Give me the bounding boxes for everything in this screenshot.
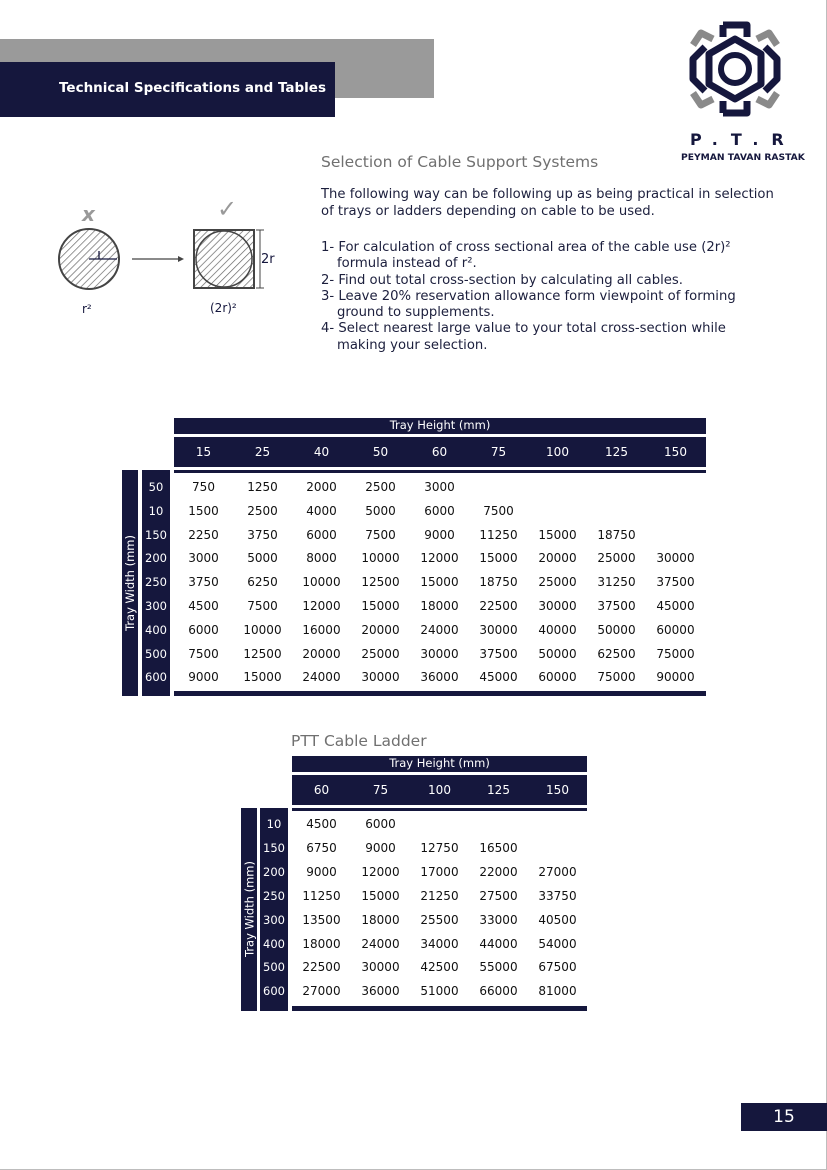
table-row (174, 547, 705, 571)
table-row (174, 666, 705, 690)
table-cell: 4500 (306, 817, 337, 831)
table-cell: 50000 (538, 646, 577, 661)
width-row-header: 10 (148, 503, 164, 518)
table-body (292, 813, 587, 1005)
table-cell: 18000 (302, 936, 341, 951)
table-cell: 9000 (424, 527, 455, 542)
table-cell: 12500 (243, 646, 282, 661)
section-intro: The following way can be following up as being practical in selection of trays or ladders depending on cable to be used. (321, 187, 774, 219)
height-column-header: 150 (546, 783, 569, 797)
table-cell: 17000 (420, 864, 459, 879)
table-cell: 20000 (538, 551, 577, 566)
width-row-header: 600 (145, 670, 167, 685)
table-row (292, 956, 587, 980)
height-header-row (174, 437, 706, 467)
height-column-header: 100 (428, 783, 451, 797)
table-cell (646, 476, 705, 500)
table-cell: 2500 (247, 503, 278, 518)
table-cell: 15000 (479, 551, 518, 566)
table-cell (528, 813, 587, 837)
width-row-header: 300 (145, 599, 167, 613)
table-cell: 10000 (302, 575, 341, 590)
table-cell: 4500 (188, 599, 219, 613)
height-column-header: 60 (313, 783, 330, 797)
table-row (292, 980, 587, 1004)
table-row (292, 885, 587, 909)
width-row-header: 150 (145, 527, 167, 542)
height-column-header: 75 (372, 783, 389, 797)
tray-width-label-bar (122, 470, 138, 696)
table-cell: 2000 (306, 480, 337, 494)
check-mark-icon: ✓ (217, 195, 238, 223)
step-item: 1- For calculation of cross sectional area of the cable use (2r)² formula instead of r². (321, 240, 731, 272)
table-cell: 20000 (361, 622, 400, 637)
table-cell: 10000 (361, 551, 400, 566)
table-cell: 18000 (361, 912, 400, 927)
table-cell (410, 813, 469, 837)
table-cell: 30000 (538, 599, 577, 613)
table-cell: 5000 (365, 503, 396, 518)
table-cell: 24000 (302, 670, 341, 685)
table-cell: 25500 (420, 912, 459, 927)
table-cell: 50000 (597, 622, 636, 637)
table-cell: 21250 (420, 888, 459, 903)
table-row (174, 500, 705, 524)
table-row (292, 909, 587, 933)
table-cell (528, 476, 587, 500)
table-cell: 5000 (247, 551, 278, 566)
table-cell: 30000 (361, 670, 400, 685)
table-cell: 18000 (420, 599, 459, 613)
table-cell: 20000 (302, 646, 341, 661)
table-cell: 12750 (420, 840, 459, 855)
table-cell: 37500 (597, 599, 636, 613)
table-cell: 22000 (479, 864, 518, 879)
table-cell: 90000 (656, 670, 695, 685)
table-body (174, 476, 706, 690)
table-cell: 30000 (420, 646, 459, 661)
width-row-header: 50 (148, 480, 164, 494)
table-row (174, 619, 705, 643)
table-cell: 62500 (597, 646, 636, 661)
header-title: Technical Specifications and Tables (59, 80, 327, 96)
table-cell: 3000 (424, 480, 455, 494)
label-r-squared: r² (82, 302, 92, 316)
table-cell: 8000 (306, 551, 337, 566)
table-cell: 27500 (479, 888, 518, 903)
tray-height-label: Tray Height (mm) (174, 418, 706, 434)
width-row-header: 600 (263, 984, 285, 999)
table-cell: 27000 (302, 984, 341, 999)
table-cell: 3750 (247, 527, 278, 542)
table-cell: 60000 (656, 622, 695, 637)
page-number: 15 (741, 1103, 827, 1131)
table-cell: 36000 (420, 670, 459, 685)
steps-list (321, 240, 751, 354)
table-row (292, 861, 587, 885)
table-cell: 45000 (479, 670, 518, 685)
gear-logo-icon (683, 17, 787, 121)
table-cell: 81000 (538, 984, 577, 999)
table-cell: 25000 (538, 575, 577, 590)
width-row-header: 500 (145, 646, 167, 661)
width-row-header: 300 (263, 912, 285, 927)
table-cell: 11250 (479, 527, 518, 542)
table-bottom-rule (292, 1006, 587, 1011)
table-cell: 27000 (538, 864, 577, 879)
table-cell: 66000 (479, 984, 518, 999)
table-cell: 6000 (188, 622, 219, 637)
table-cell: 18750 (479, 575, 518, 590)
height-column-header: 125 (487, 783, 510, 797)
table-cell: 12000 (302, 599, 341, 613)
width-row-header: 200 (145, 551, 167, 566)
height-column-header: 25 (254, 445, 271, 459)
table-cell: 9000 (306, 864, 337, 879)
table-cell: 4000 (306, 503, 337, 518)
section-title: Selection of Cable Support Systems (321, 153, 599, 171)
table-cell: 51000 (420, 984, 459, 999)
table-cell: 25000 (597, 551, 636, 566)
table-cell: 40500 (538, 912, 577, 927)
table-cell: 55000 (479, 960, 518, 975)
step-item: 2- Find out total cross-section by calculating all cables. (321, 272, 683, 288)
table-cell (646, 524, 705, 548)
table-cell: 24000 (361, 936, 400, 951)
logo-company-name: PEYMAN TAVAN RASTAK (681, 152, 805, 163)
table-cell (469, 476, 528, 500)
tray-height-label: Tray Height (mm) (292, 756, 587, 772)
dimension-label: 2r (261, 252, 275, 267)
width-header-column (260, 808, 288, 1011)
table-cell: 22500 (302, 960, 341, 975)
table-cell: 7500 (188, 646, 219, 661)
table-cell: 33750 (538, 888, 577, 903)
height-column-header: 15 (195, 445, 212, 459)
cable-diagram (45, 195, 285, 320)
tray-width-label: Tray Width (mm) (123, 535, 137, 632)
table-cell: 37500 (656, 575, 695, 590)
table-cell: 15000 (420, 575, 459, 590)
table-cell (646, 500, 705, 524)
table-cell: 3750 (188, 575, 219, 590)
width-row-header: 500 (263, 960, 285, 975)
table-row (292, 837, 587, 861)
table-cell: 6750 (306, 840, 337, 855)
table-cell (469, 813, 528, 837)
table-cell: 33000 (479, 912, 518, 927)
table-cell: 9000 (188, 670, 219, 685)
width-row-header: 400 (145, 622, 167, 637)
table-cell: 12000 (420, 551, 459, 566)
table-top-rule (174, 470, 706, 473)
table-row (174, 476, 705, 500)
table-row (174, 524, 705, 548)
table-cell: 15000 (361, 888, 400, 903)
table-cell: 18750 (597, 527, 636, 542)
step-item: 4- Select nearest large value to your total cross-section while making your selection. (321, 321, 726, 353)
table-cell: 37500 (479, 646, 518, 661)
table-cell: 75000 (597, 670, 636, 685)
table-cell: 1500 (188, 503, 219, 518)
height-column-header: 75 (490, 445, 507, 459)
width-row-header: 150 (263, 840, 285, 855)
table-cell: 67500 (538, 960, 577, 975)
table-bottom-rule (174, 691, 706, 696)
table-cell: 24000 (420, 622, 459, 637)
table-cell: 6000 (365, 817, 396, 831)
width-row-header: 250 (263, 888, 285, 903)
height-column-header: 125 (605, 445, 628, 459)
table-cell: 15000 (538, 527, 577, 542)
table-cell: 16000 (302, 622, 341, 637)
label-2r-squared: (2r)² (210, 301, 237, 315)
table-cell: 36000 (361, 984, 400, 999)
table-cell: 15000 (361, 599, 400, 613)
table-cell: 6250 (247, 575, 278, 590)
table-cell: 11250 (302, 888, 341, 903)
table-cell: 12500 (361, 575, 400, 590)
table-cell (587, 500, 646, 524)
table-cell: 13500 (302, 912, 341, 927)
width-row-header: 10 (266, 817, 282, 831)
wrong-mark-icon: x (82, 202, 95, 226)
table-cell: 40000 (538, 622, 577, 637)
table-cell: 44000 (479, 936, 518, 951)
table-row (292, 933, 587, 957)
table-cell: 42500 (420, 960, 459, 975)
height-column-header: 40 (313, 445, 330, 459)
width-row-header: 250 (145, 575, 167, 590)
arrow-right-icon (132, 256, 184, 262)
tray-width-label: Tray Width (mm) (242, 861, 257, 958)
square-cable-icon (194, 230, 264, 288)
height-column-header: 60 (431, 445, 448, 459)
table-cell (587, 476, 646, 500)
table-cell: 34000 (420, 936, 459, 951)
table-cell: 16500 (479, 840, 518, 855)
table-cell: 54000 (538, 936, 577, 951)
table-cell: 60000 (538, 670, 577, 685)
table-cell: 7500 (483, 503, 514, 518)
table-cell: 10000 (243, 622, 282, 637)
table-cell: 7500 (247, 599, 278, 613)
table-cell: 2500 (365, 480, 396, 494)
table-cell: 3000 (188, 551, 219, 566)
table-row (174, 595, 705, 619)
round-cable-icon (59, 229, 119, 289)
table-cell: 15000 (243, 670, 282, 685)
table-cell: 9000 (365, 840, 396, 855)
logo-letters: P.T.R (690, 130, 797, 149)
step-item: 3- Leave 20% reservation allowance form viewpoint of forming ground to supplements. (321, 288, 736, 321)
table-cell: 12000 (361, 864, 400, 879)
height-header-row (292, 775, 587, 805)
table-cell: 2250 (188, 527, 219, 542)
table-cell (528, 500, 587, 524)
table-cell: 750 (192, 480, 215, 494)
width-row-header: 400 (263, 936, 285, 951)
table-cell: 45000 (656, 599, 695, 613)
cable-ladder-title: PTT Cable Ladder (291, 732, 427, 750)
height-column-header: 50 (372, 445, 389, 459)
tray-width-label-bar (241, 808, 257, 1011)
table-cell: 30000 (479, 622, 518, 637)
table-cell: 31250 (597, 575, 636, 590)
table-top-rule (292, 808, 587, 811)
table-cell: 6000 (424, 503, 455, 518)
width-row-header: 200 (263, 864, 285, 879)
table-cell: 75000 (656, 646, 695, 661)
table-cell: 6000 (306, 527, 337, 542)
table-cell (528, 837, 587, 861)
table-row (174, 571, 705, 595)
table-cell: 25000 (361, 646, 400, 661)
table-cell: 7500 (365, 527, 396, 542)
table-row (174, 643, 705, 667)
table-cell: 22500 (479, 599, 518, 613)
height-column-header: 100 (546, 445, 569, 459)
table-cell: 1250 (247, 480, 278, 494)
table-row (292, 813, 587, 837)
width-header-column (142, 470, 170, 696)
table-cell: 30000 (656, 551, 695, 566)
table-cell: 30000 (361, 960, 400, 975)
height-column-header: 150 (664, 445, 687, 459)
